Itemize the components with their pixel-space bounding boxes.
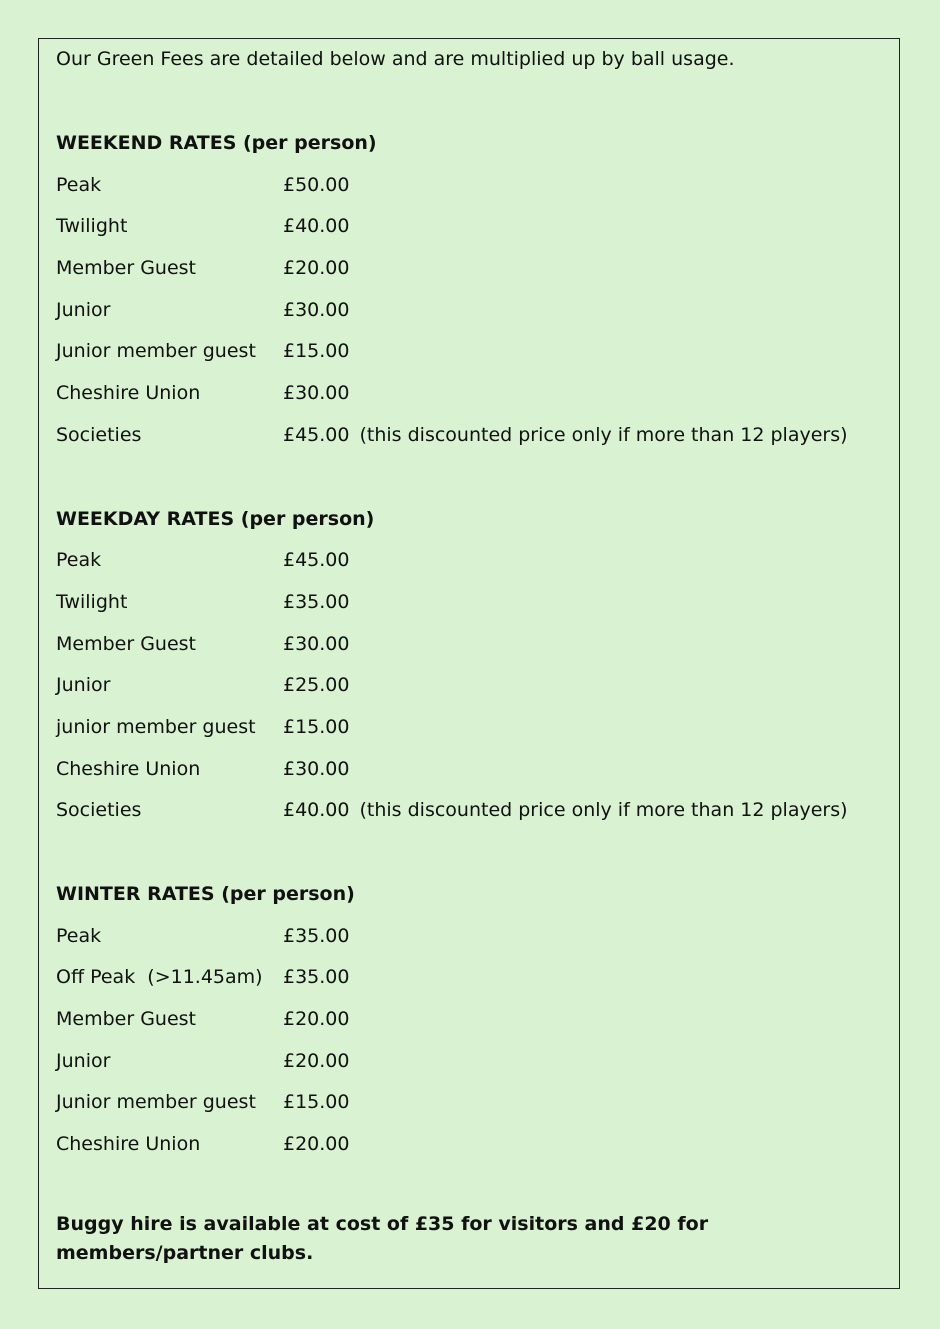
rate-price: £20.00 [283,1133,350,1156]
rate-price: £30.00 [283,298,350,321]
weekend-rates-section [56,128,876,462]
rate-label: Junior member guest [56,1091,256,1114]
rate-row [56,587,876,617]
buggy-hire-note: Buggy hire is available at cost of £35 for visitors and £20 for members/partner clubs. [56,1213,709,1264]
rate-note: (this discounted price only if more than 12 players) [359,423,848,446]
rate-label: Cheshire Union [56,382,201,405]
rate-price: £35.00 [283,966,350,989]
rate-label: Off Peak (>11.45am) [56,966,263,989]
green-fees-document [56,44,876,1264]
rate-row [56,378,876,408]
rate-price: £25.00 [283,674,350,697]
rate-label: Junior member guest [56,340,256,363]
section-title: WEEKDAY RATES (per person) [56,507,375,530]
rate-price: £15.00 [283,715,350,738]
rate-row [56,211,876,241]
rate-price: £45.00 [283,549,350,572]
rate-row [56,629,876,659]
rate-label: junior member guest [56,715,256,738]
rate-price: £20.00 [283,257,350,280]
rate-label: Member Guest [56,1008,196,1031]
rate-label: Peak [56,549,102,572]
rate-note: (this discounted price only if more than 12 players) [359,799,848,822]
rate-row [56,170,876,200]
rate-label: Junior [56,1049,111,1072]
rate-row [56,1004,876,1034]
rate-price: £30.00 [283,632,350,655]
rate-price: £20.00 [283,1049,350,1072]
rate-label: Peak [56,924,102,947]
intro-text: Our Green Fees are detailed below and are multiplied up by ball usage. [56,48,735,70]
rate-label: Twilight [56,215,128,238]
rate-price: £15.00 [283,340,350,363]
rate-label: Member Guest [56,632,196,655]
rate-row [56,1046,876,1076]
rate-label: Twilight [56,590,128,613]
section-title: WINTER RATES (per person) [56,883,355,905]
rate-row [56,420,876,450]
rate-row [56,712,876,742]
rate-label: Societies [56,423,142,446]
rate-label: Junior [56,674,111,697]
section-title: WEEKEND RATES (per person) [56,132,377,154]
rate-price: £40.00 [283,215,350,238]
rate-row [56,253,876,283]
rate-row [56,795,876,825]
rate-row [56,295,876,325]
rate-label: Peak [56,173,102,196]
rate-price: £35.00 [283,924,350,947]
rate-row [56,921,876,951]
rate-label: Junior [56,298,111,321]
rate-label: Cheshire Union [56,1133,201,1156]
rate-row [56,1129,876,1159]
rate-row [56,336,876,366]
rate-row [56,1087,876,1117]
rate-price: £15.00 [283,1091,350,1114]
winter-rates-section [56,879,876,1171]
rate-price: £40.00 [283,799,350,822]
weekday-rates-section [56,504,876,838]
rate-price: £35.00 [283,590,350,613]
rate-label: Member Guest [56,257,196,280]
rate-price: £50.00 [283,173,350,196]
rate-row [56,545,876,575]
rate-label: Cheshire Union [56,757,201,780]
rate-price: £45.00 [283,423,350,446]
rate-price: £30.00 [283,382,350,405]
rate-row [56,962,876,992]
rate-row [56,670,876,700]
rate-row [56,754,876,784]
rate-price: £30.00 [283,757,350,780]
rate-price: £20.00 [283,1008,350,1031]
rate-label: Societies [56,799,142,822]
